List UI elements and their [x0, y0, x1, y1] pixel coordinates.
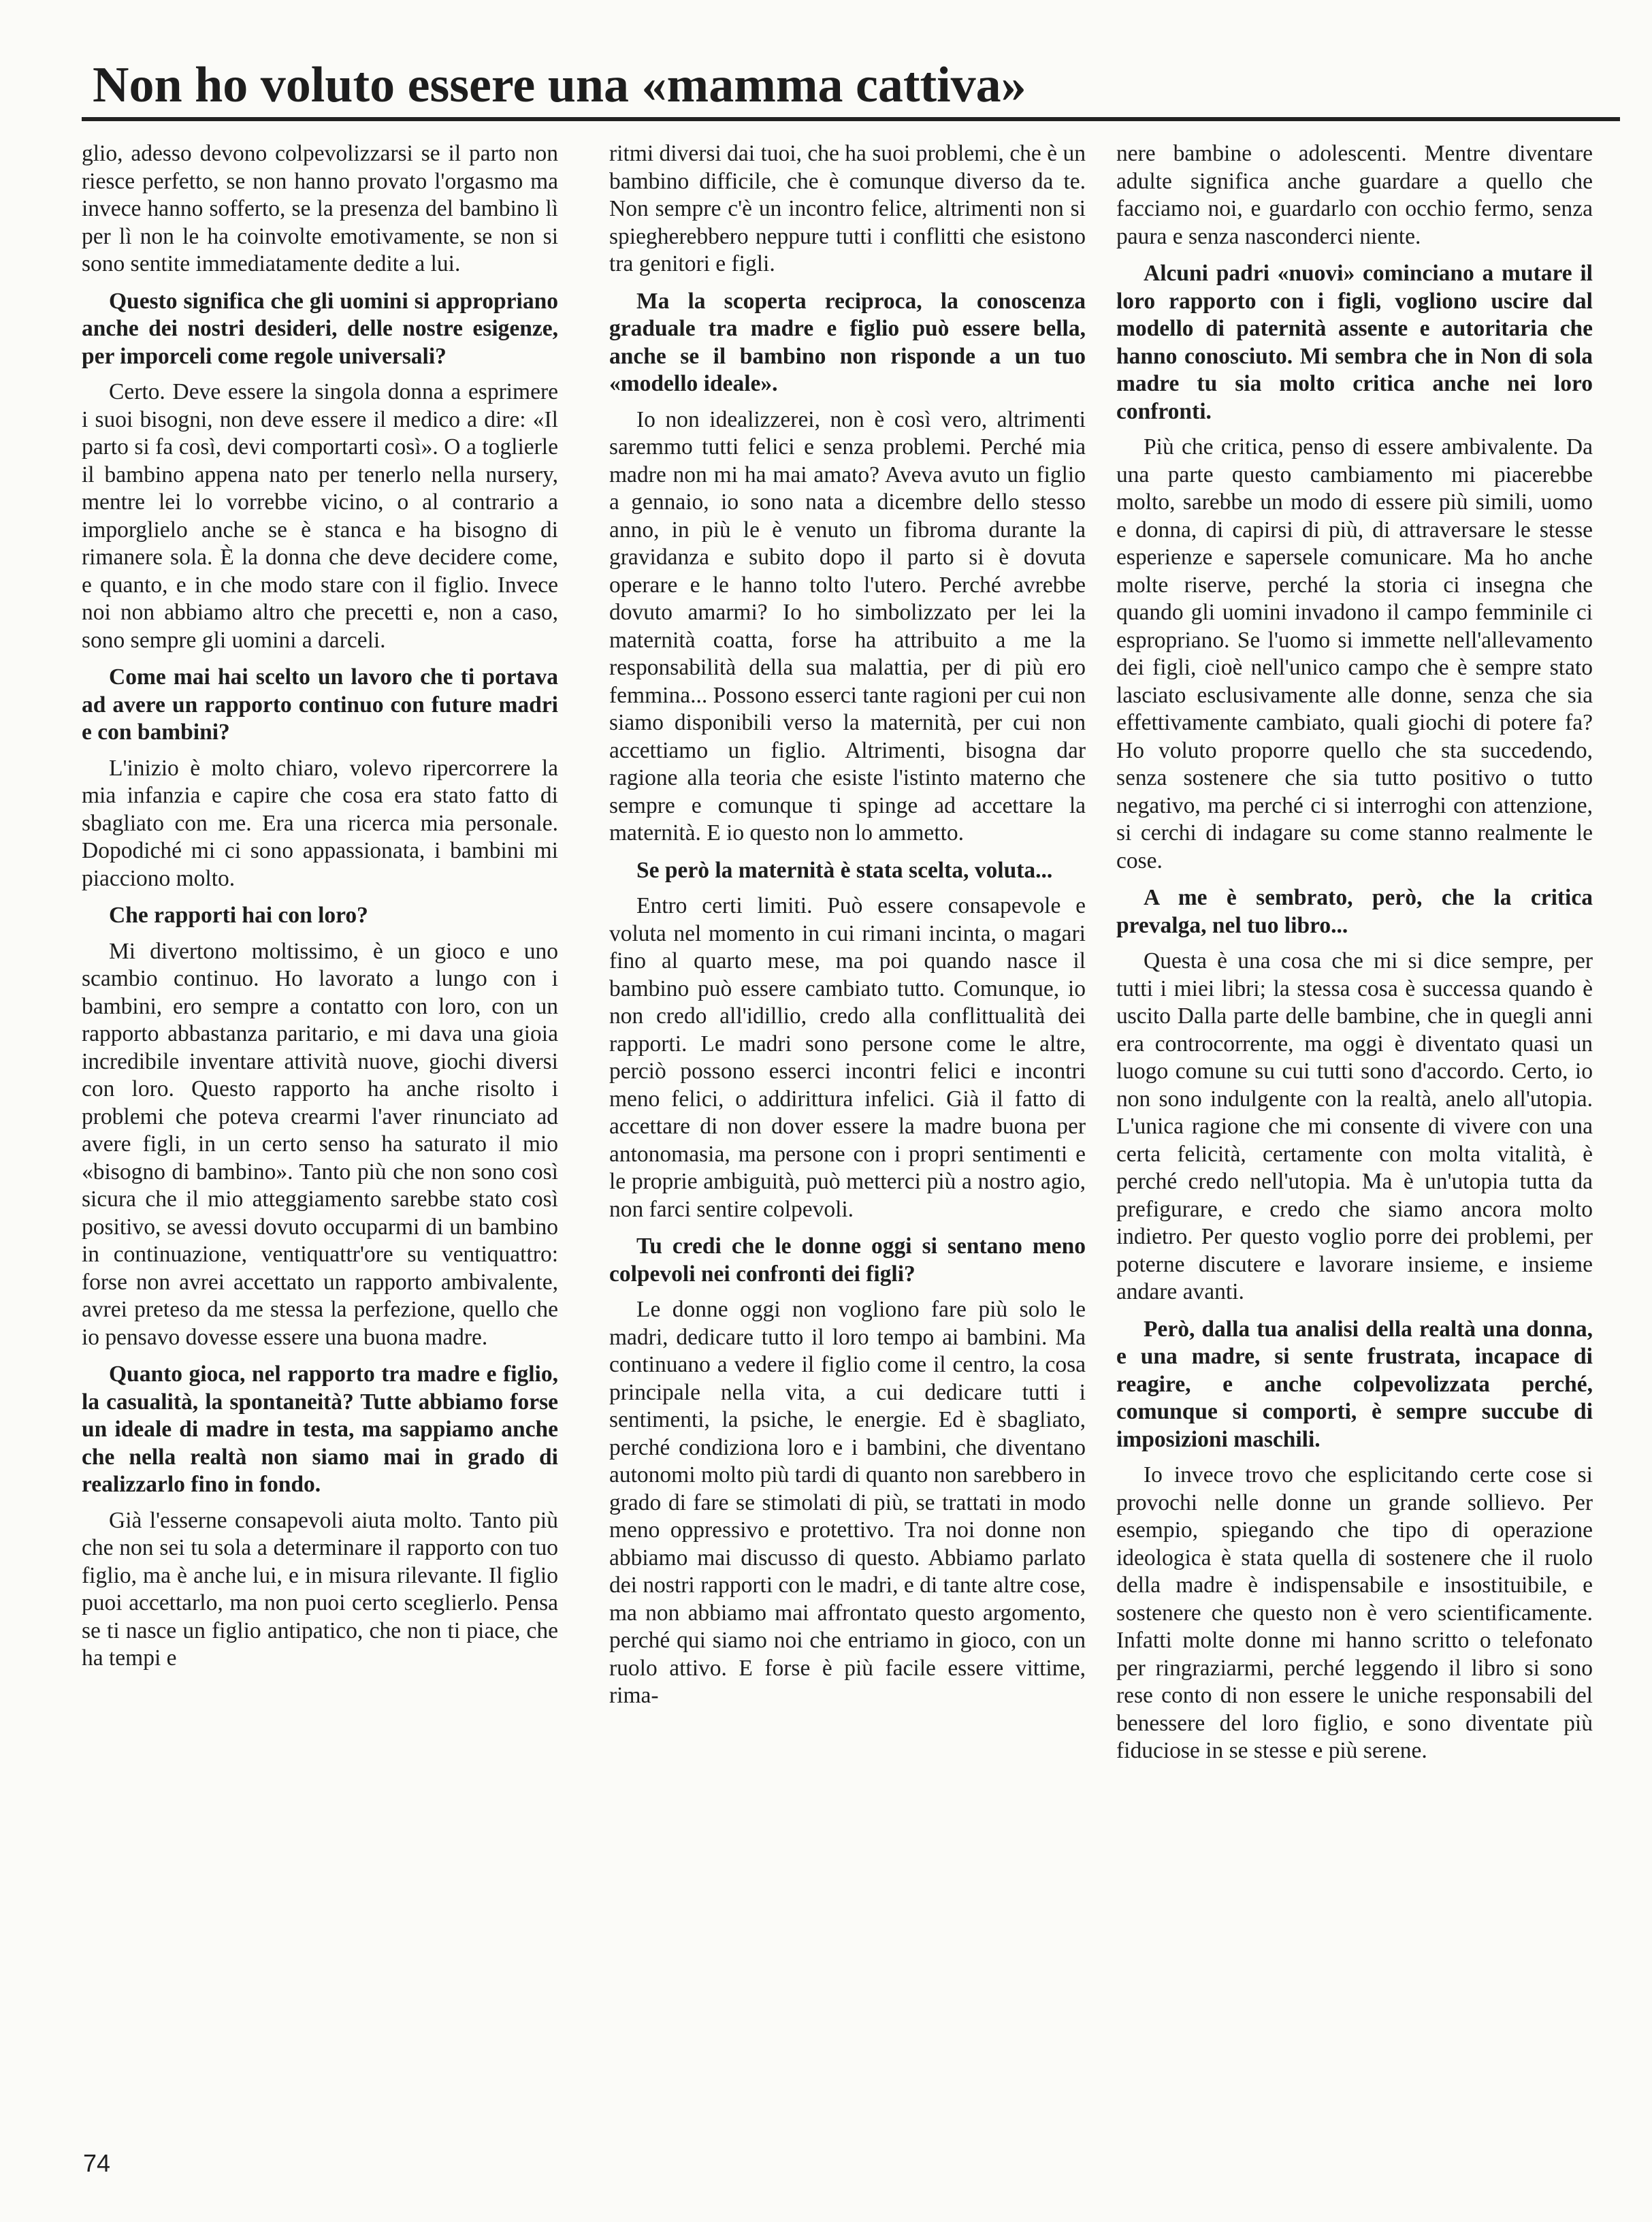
text-column-1 — [82, 140, 558, 1681]
interview-question: Se però la maternità è stata scelta, voluta... — [636, 857, 1053, 883]
page-number: 74 — [83, 2149, 111, 2177]
interview-question: Ma la scoperta reciproca, la conoscenza graduale tra madre e figlio può essere bella, anche se il bambino non risponde a un tuo «modello ideale». — [609, 288, 1086, 396]
text-column-3 — [1116, 140, 1593, 1773]
interview-question: Quanto gioca, nel rapporto tra madre e figlio, la casualità, la spontaneità? Tutte abbiamo forse un ideale di madre in testa, ma sappiamo anche che nella realtà non siamo mai in grado di realizzarlo fino in fondo. — [82, 1362, 558, 1497]
interview-answer: Certo. Deve essere la singola donna a esprimere i suoi bisogni, non deve essere il medico a dire: «Il parto si fa così, devi comportarti così». O a toglierle il bambino appena nato per tenerlo nella nursery, mentre lei lo vorrebbe vicino, o al contrario a imporglielo anche se è stanca e ha bisogno di rimanere sola. È la donna che deve decidere come, e quanto, e in che modo stare con il figlio. Invece noi non abbiamo altro che precetti e, non a caso, sono sempre gli uomini a darceli. — [82, 379, 558, 653]
title-rule — [82, 117, 1620, 121]
interview-answer: Più che critica, penso di essere ambivalente. Da una parte questo cambiamento mi piacerebbe molto, sarebbe un modo di essere più simili, uomo e donna, di capirsi di più, di attraversare le stesse esperienze e sapersele comunicare. Ma ho anche molte riserve, perché la storia ci insegna che quando gli uomini invadono il campo femminile ci espropriano. Se l'uomo si immette nell'allevamento dei figli, cioè nell'unico campo che è sempre stato lasciato esclusivamente alle donne, senza che sia effettivamente cambiato, quali giochi di potere fa? Ho voluto proporre quello che sta succedendo, senza sostenere che sia tutto positivo o tutto negativo, ma perché ci si interroghi con attenzione, si cerchi di indagare su come stanno realmente le cose. — [1116, 434, 1593, 873]
interview-question: A me è sembrato, però, che la critica prevalga, nel tuo libro... — [1116, 885, 1593, 938]
interview-answer: ritmi diversi dai tuoi, che ha suoi problemi, che è un bambino difficile, che è comunque diverso da te. Non sempre c'è un incontro felice, altrimenti non si spiegherebbero neppure tutti i conflitti che esistono tra genitori e figli. — [609, 141, 1086, 276]
article-title: Non ho voluto essere una «mamma cattiva» — [93, 57, 1026, 113]
interview-answer: Già l'esserne consapevoli aiuta molto. Tanto più che non sei tu sola a determinare il rapporto con tuo figlio, ma è anche lui, e in misura rilevante. Il figlio puoi accettarlo, ma non puoi certo sceglierlo. Pensa se ti nasce un figlio antipatico, che non ti piace, che ha tempi e — [82, 1507, 558, 1671]
interview-answer: Io non idealizzerei, non è così vero, altrimenti saremmo tutti felici e senza problemi. Perché mia madre non mi ha mai amato? Aveva avuto un figlio a gennaio, io sono nata a dicembre dello stesso anno, in più le è venuto un fibroma durante la gravidanza e subito dopo il parto si è dovuta operare e le hanno tolto l'utero. Perché avrebbe dovuto amarmi? Io ho simbolizzato per lei la maternità coatta, forse ha attribuito a me la responsabilità della sua malattia, per di più ero femmina... Possono esserci tante ragioni per cui non siamo disponibili verso la maternità, per cui non accettiamo un figlio. Altrimenti, bisogna dar ragione alla teoria che esiste l'istinto materno che sempre e comunque ti spinge ad accettare la maternità. E io questo non lo ammetto. — [609, 406, 1086, 846]
interview-question: Tu credi che le donne oggi si sentano meno colpevoli nei confronti dei figli? — [609, 1234, 1086, 1287]
interview-question: Però, dalla tua analisi della realtà una donna, e una madre, si sente frustrata, incapace di reagire, e anche colpevolizzata perché, comunque si comporti, è sempre succube di imposizioni maschili. — [1116, 1316, 1593, 1452]
interview-answer: glio, adesso devono colpevolizzarsi se il parto non riesce perfetto, se non hanno provato l'orgasmo ma invece hanno sofferto, se la presenza del bambino lì per lì non le ha coinvolte emotivamente, se non si sono sentite immediatamente dedite a lui. — [82, 141, 558, 276]
text-column-2 — [609, 140, 1086, 1718]
interview-answer: Io invece trovo che esplicitando certe cose si provochi nelle donne un grande sollievo. Per esempio, spiegando che tipo di operazione ideologica è stata quella di sostenere che il ruolo della madre è indispensabile e insostituibile, e sostenere che questo non è vero scientificamente. Infatti molte donne mi hanno scritto o telefonato per ringraziarmi, perché leggendo il libro si sono rese conto di non essere le uniche responsabili del benessere del loro figlio, e sono diventate più fiduciose in se stesse e più serene. — [1116, 1462, 1593, 1763]
interview-question: Come mai hai scelto un lavoro che ti portava ad avere un rapporto continuo con future madri e con bambini? — [82, 664, 558, 745]
interview-question: Alcuni padri «nuovi» cominciano a mutare il loro rapporto con i figli, vogliono uscire dal modello di paternità assente e autoritaria che hanno conosciuto. Mi sembra che in Non di sola madre tu sia molto critica anche nei loro confronti. — [1116, 261, 1593, 424]
interview-answer: nere bambine o adolescenti. Mentre diventare adulte significa anche guardare a quello che facciamo noi, e guardarlo con occhio fermo, senza paura e senza nasconderci niente. — [1116, 141, 1593, 249]
interview-answer: L'inizio è molto chiaro, volevo ripercorrere la mia infanzia e capire che cosa era stato fatto di sbagliato con me. Era una ricerca mia personale. Dopodiché mi ci sono appassionata, i bambini mi piacciono molto. — [82, 755, 558, 891]
interview-answer: Questa è una cosa che mi si dice sempre, per tutti i miei libri; la stessa cosa è successa quando è uscito Dalla parte delle bambine, che in quegli anni era controcorrente, ma oggi è diventato quasi un luogo comune su cui tutti sono d'accordo. Certo, io non sono indulgente con la realtà, anelo all'utopia. L'unica ragione che mi consente di vivere con una certa felicità, certamente con molta vitalità, è perché credo nell'utopia. Ma è un'utopia tutta da prefigurare, e credo che siamo ancora molto indietro. Per questo voglio porre dei problemi, per poterne discutere e lavorare insieme, e insieme andare avanti. — [1116, 948, 1593, 1304]
interview-answer: Le donne oggi non vogliono fare più solo le madri, dedicare tutto il loro tempo ai bambini. Ma continuano a vedere il figlio come il centro, la cosa principale nella vita, a cui dedicare tutti i sentimenti, la psiche, le energie. Ed è sbagliato, perché condiziona loro e i bambini, che diventano autonomi molto più tardi di quanto non sarebbero in grado di fare se stimolati di più, se trattati in modo meno oppressivo e protettivo. Tra noi donne non abbiamo mai discusso di questo. Abbiamo parlato dei nostri rapporti con le madri, e di tante altre cose, ma non abbiamo mai affrontato questo argomento, perché qui siamo noi che entriamo in gioco, con un ruolo attivo. E forse è più facile essere vittime, rima- — [609, 1297, 1086, 1708]
interview-question: Questo significa che gli uomini si appropriano anche dei nostri desideri, delle nostre esigenze, per imporceli come regole universali? — [82, 288, 558, 369]
interview-answer: Mi divertono moltissimo, è un gioco e uno scambio continuo. Ho lavorato a lungo con i bambini, ero sempre a contatto con loro, con un rapporto abbastanza paritario, e mi dava una gioia incredibile inventare attività nuove, giochi diversi con loro. Questo rapporto ha anche risolto i problemi che poteva crearmi l'aver rinunciato ad avere figli, in un certo senso ha saturato il mio «bisogno di bambino». Tanto più che non sono così sicura che il mio atteggiamento sarebbe stato così positivo, se avessi dovuto occuparmi di un bambino in continuazione, ventiquattr'ore su ventiquattro: forse non avrei accettato un rapporto ambivalente, avrei preteso da me stessa la perfezione, quello che io pensavo dovesse essere una buona madre. — [82, 938, 558, 1350]
interview-question: Che rapporti hai con loro? — [109, 903, 368, 928]
interview-answer: Entro certi limiti. Può essere consapevole e voluta nel momento in cui rimani incinta, o magari fino al quarto mese, ma poi quando nasce il bambino può essere cambiato tutto. Comunque, io non credo all'idillio, credo alla conflittualità dei rapporti. Le madri sono persone come le altre, perciò possono esserci incontri felici e incontri meno felici, o addirittura infelici. Già il fatto di accettare di non dover essere la madre buona per antonomasia, ma persone con i propri sentimenti e le proprie ambiguità, può metterci più a nostro agio, non farci sentire colpevoli. — [609, 893, 1086, 1222]
